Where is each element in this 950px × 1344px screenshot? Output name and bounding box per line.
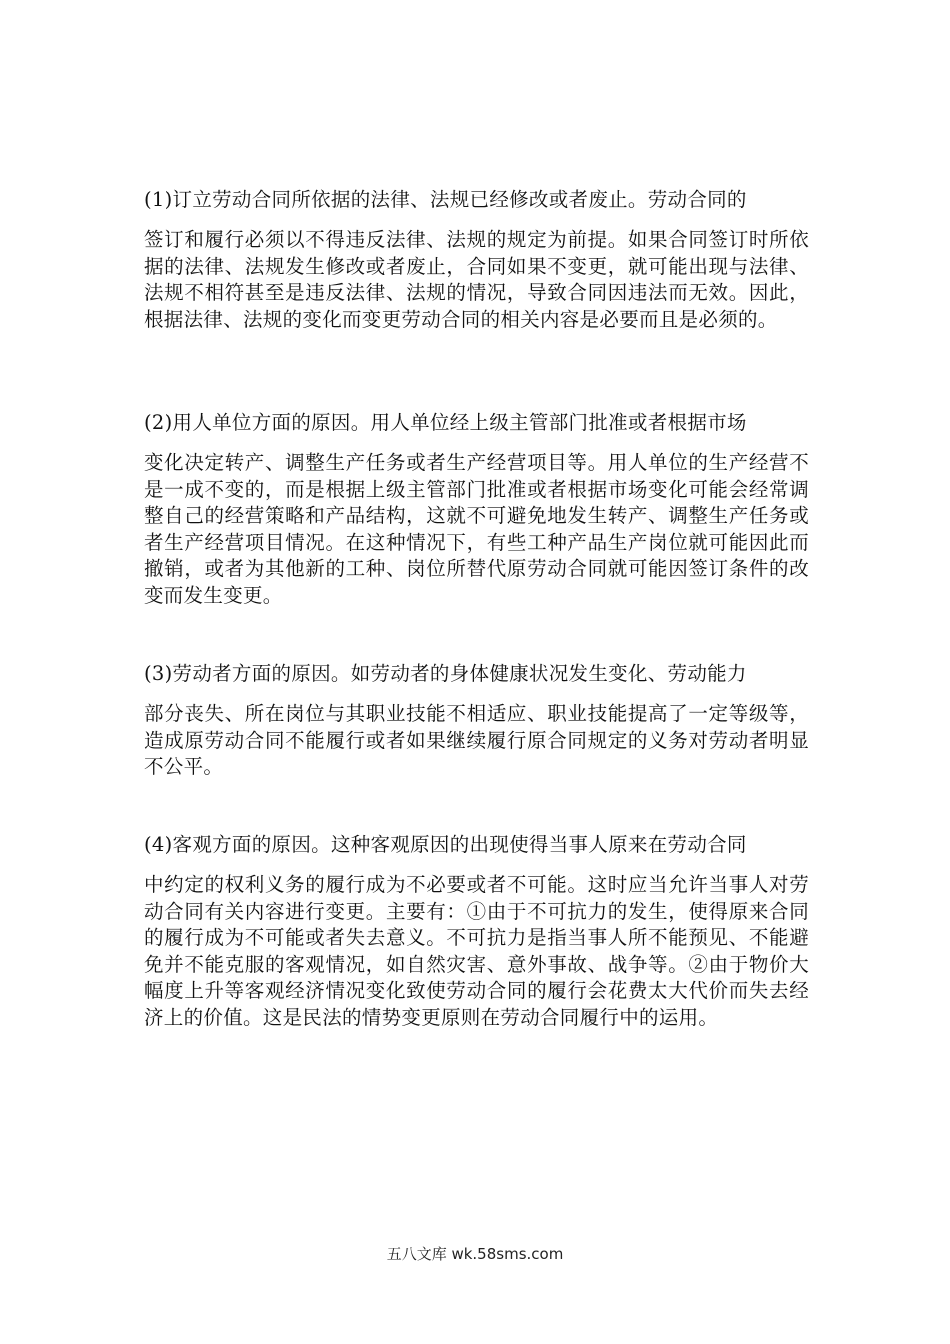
paragraph-4 <box>144 830 809 1031</box>
paragraph-3-body: 部分丧失、所在岗位与其职业技能不相适应、职业技能提高了一定等级等，造成原劳动合同不能履行或者如果继续履行原合同规定的义务对劳动者明显不公平。 <box>144 702 809 778</box>
paragraph-3 <box>144 659 809 781</box>
paragraph-4-first-line: (4)客观方面的原因。这种客观原因的出现使得当事人原来在劳动合同 <box>144 833 747 856</box>
paragraph-1 <box>144 185 809 333</box>
paragraph-4-body: 中约定的权利义务的履行成为不必要或者不可能。这时应当允许当事人对劳动合同有关内容进行变更。主要有：①由于不可抗力的发生，使得原来合同的履行成为不可能或者失去意义。不可抗力是指当事人所不能预见、不能避免并不能克服的客观情况，如自然灾害、意外事故、战争等。②由于物价大幅度上升等客观经济情况变化致使劳动合同的履行会花费太大代价而失去经济上的价值。这是民法的情势变更原则在劳动合同履行中的运用。 <box>144 873 809 1029</box>
page-footer: 五八文库 wk.58sms.com <box>386 1245 564 1263</box>
paragraph-1-first-line: (1)订立劳动合同所依据的法律、法规已经修改或者废止。劳动合同的 <box>144 188 747 211</box>
paragraph-2 <box>144 408 809 609</box>
paragraph-2-first-line: (2)用人单位方面的原因。用人单位经上级主管部门批准或者根据市场 <box>144 411 747 434</box>
paragraph-2-body: 变化决定转产、调整生产任务或者生产经营项目等。用人单位的生产经营不是一成不变的，而是根据上级主管部门批准或者根据市场变化可能会经常调整自己的经营策略和产品结构，这就不可避免地发生转产、调整生产任务或者生产经营项目情况。在这种情况下，有些工种产品生产岗位就可能因此而撤销，或者为其他新的工种、岗位所替代原劳动合同就可能因签订条件的改变而发生变更。 <box>144 451 809 607</box>
paragraph-1-body: 签订和履行必须以不得违反法律、法规的规定为前提。如果合同签订时所依据的法律、法规发生修改或者废止，合同如果不变更，就可能出现与法律、法规不相符甚至是违反法律、法规的情况，导致合同因违法而无效。因此，根据法律、法规的变化而变更劳动合同的相关内容是必要而且是必须的。 <box>144 228 809 331</box>
paragraph-3-first-line: (3)劳动者方面的原因。如劳动者的身体健康状况发生变化、劳动能力 <box>144 662 747 685</box>
